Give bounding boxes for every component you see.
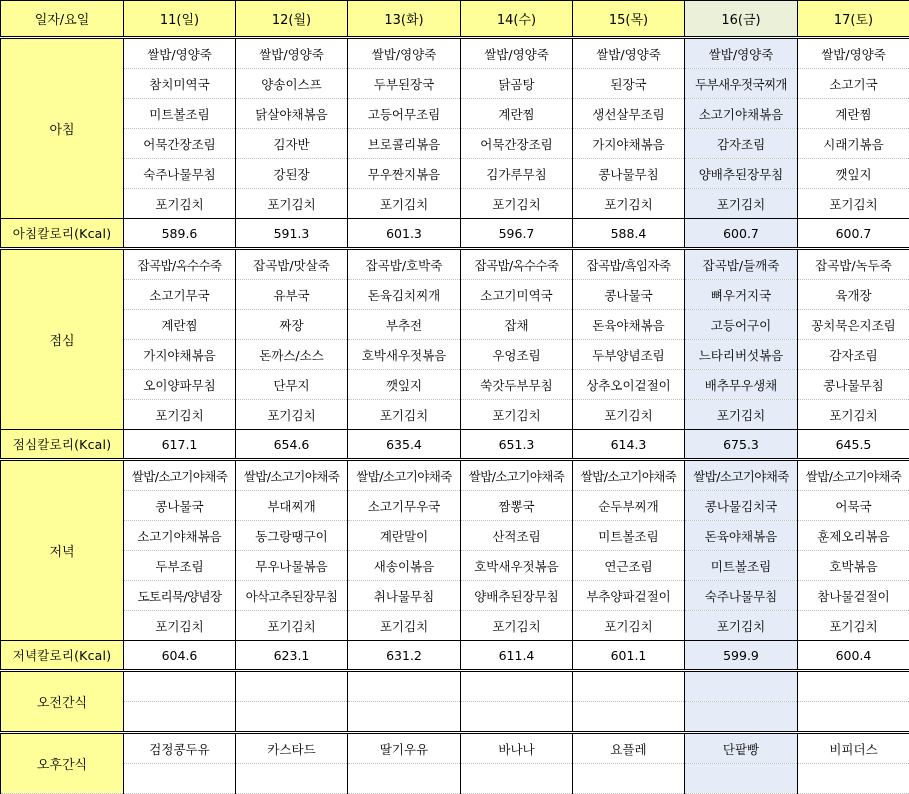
menu-row (1, 491, 909, 521)
menu-cell: 잡곡밥/흑임자죽 (573, 249, 685, 280)
menu-cell: 강된장 (236, 159, 348, 189)
menu-cell: 깻잎지 (348, 370, 461, 400)
calorie-value: 599.9 (685, 641, 798, 671)
corner-label: 일자/요일 (1, 1, 124, 38)
menu-cell: 포기김치 (124, 400, 236, 430)
menu-cell: 계란말이 (348, 521, 461, 551)
menu-cell: 포기김치 (573, 189, 685, 219)
menu-cell: 잡곡밥/맛살죽 (236, 249, 348, 280)
calorie-value: 675.3 (685, 430, 798, 460)
menu-cell: 참치미역국 (124, 69, 236, 99)
menu-row (1, 159, 909, 189)
menu-cell (461, 702, 573, 733)
menu-row (1, 671, 909, 702)
menu-cell: 호박새우젓볶음 (461, 551, 573, 581)
menu-cell: 잡곡밥/옥수수죽 (461, 249, 573, 280)
menu-cell (573, 764, 685, 794)
calorie-value: 600.7 (798, 219, 909, 249)
menu-cell: 포기김치 (124, 611, 236, 641)
menu-cell: 잡곡밥/녹두죽 (798, 249, 909, 280)
menu-cell: 바나나 (461, 733, 573, 764)
menu-cell (461, 671, 573, 702)
menu-cell: 포기김치 (348, 611, 461, 641)
menu-cell: 포기김치 (461, 400, 573, 430)
calorie-value: 645.5 (798, 430, 909, 460)
calorie-value: 611.4 (461, 641, 573, 671)
menu-cell: 돈육야채볶음 (685, 521, 798, 551)
menu-cell: 꽁치묵은지조림 (798, 310, 909, 340)
menu-cell: 시래기볶음 (798, 129, 909, 159)
day-header: 14(수) (461, 1, 573, 38)
menu-cell: 쌀밥/영양죽 (798, 38, 909, 69)
menu-cell: 감자조림 (685, 129, 798, 159)
calorie-label: 저녁칼로리(Kcal) (1, 641, 124, 671)
day-header: 17(토) (798, 1, 909, 38)
menu-row (1, 310, 909, 340)
menu-cell: 포기김치 (798, 611, 909, 641)
menu-cell: 쌀밥/소고기야채죽 (685, 460, 798, 491)
menu-cell: 요플레 (573, 733, 685, 764)
menu-cell: 단팥빵 (685, 733, 798, 764)
menu-cell: 쌀밥/소고기야채죽 (348, 460, 461, 491)
menu-cell: 포기김치 (573, 611, 685, 641)
menu-cell: 무우짠지볶음 (348, 159, 461, 189)
day-header: 15(목) (573, 1, 685, 38)
menu-cell: 콩나물국 (573, 280, 685, 310)
menu-cell (573, 702, 685, 733)
menu-cell (236, 702, 348, 733)
header-row (1, 1, 909, 38)
calorie-value: 623.1 (236, 641, 348, 671)
calorie-value: 589.6 (124, 219, 236, 249)
calorie-value: 588.4 (573, 219, 685, 249)
menu-cell: 훈제오리볶음 (798, 521, 909, 551)
menu-cell: 쌀밥/영양죽 (124, 38, 236, 69)
calorie-label: 점심칼로리(Kcal) (1, 430, 124, 460)
day-header: 13(화) (348, 1, 461, 38)
menu-row (1, 340, 909, 370)
menu-cell: 호박볶음 (798, 551, 909, 581)
menu-row (1, 764, 909, 794)
menu-row (1, 733, 909, 764)
menu-row (1, 551, 909, 581)
menu-row (1, 370, 909, 400)
menu-cell (124, 764, 236, 794)
menu-cell: 포기김치 (348, 189, 461, 219)
menu-cell: 쌀밥/소고기야채죽 (573, 460, 685, 491)
menu-cell: 숙주나물무침 (685, 581, 798, 611)
day-header-today: 16(금) (685, 1, 798, 38)
menu-cell (798, 764, 909, 794)
menu-cell: 부추전 (348, 310, 461, 340)
menu-cell: 쑥갓두부무침 (461, 370, 573, 400)
menu-cell: 부추양파겉절이 (573, 581, 685, 611)
menu-cell: 호박새우젓볶음 (348, 340, 461, 370)
menu-cell: 돈육야채볶음 (573, 310, 685, 340)
menu-cell: 짜장 (236, 310, 348, 340)
menu-cell (573, 671, 685, 702)
menu-cell: 오이양파무침 (124, 370, 236, 400)
menu-cell: 김자반 (236, 129, 348, 159)
calorie-value: 614.3 (573, 430, 685, 460)
menu-cell (461, 764, 573, 794)
calorie-value: 591.3 (236, 219, 348, 249)
menu-cell: 검정콩두유 (124, 733, 236, 764)
menu-cell: 포기김치 (348, 400, 461, 430)
calorie-row (1, 219, 909, 249)
menu-cell: 소고기국 (798, 69, 909, 99)
menu-cell: 두부조림 (124, 551, 236, 581)
menu-cell: 포기김치 (573, 400, 685, 430)
menu-cell (685, 702, 798, 733)
menu-cell: 동그랑땡구이 (236, 521, 348, 551)
menu-cell: 소고기무우국 (348, 491, 461, 521)
menu-cell: 깻잎지 (798, 159, 909, 189)
menu-cell: 잡채 (461, 310, 573, 340)
menu-cell: 양송이스프 (236, 69, 348, 99)
menu-cell: 어묵간장조림 (124, 129, 236, 159)
menu-row (1, 69, 909, 99)
meal-table-body (1, 38, 909, 794)
menu-cell: 소고기야채볶음 (685, 99, 798, 129)
calorie-value: 635.4 (348, 430, 461, 460)
menu-cell: 포기김치 (685, 400, 798, 430)
menu-cell: 닭살야채볶음 (236, 99, 348, 129)
menu-row (1, 249, 909, 280)
menu-cell: 소고기야채볶음 (124, 521, 236, 551)
menu-cell: 참나물겉절이 (798, 581, 909, 611)
menu-cell: 김가루무침 (461, 159, 573, 189)
calorie-value: 600.4 (798, 641, 909, 671)
menu-cell: 가지야채볶음 (573, 129, 685, 159)
menu-cell: 포기김치 (798, 189, 909, 219)
menu-cell: 콩나물무침 (573, 159, 685, 189)
menu-row (1, 400, 909, 430)
calorie-value: 651.3 (461, 430, 573, 460)
menu-cell: 고등어무조림 (348, 99, 461, 129)
menu-cell: 두부된장국 (348, 69, 461, 99)
menu-row (1, 611, 909, 641)
menu-cell: 미트볼조림 (685, 551, 798, 581)
menu-cell: 무우나물볶음 (236, 551, 348, 581)
menu-cell: 소고기무국 (124, 280, 236, 310)
menu-cell: 비피더스 (798, 733, 909, 764)
menu-cell (348, 702, 461, 733)
menu-cell (236, 671, 348, 702)
menu-cell: 느타리버섯볶음 (685, 340, 798, 370)
meal-label: 저녁 (1, 460, 124, 641)
menu-cell: 배추무우생채 (685, 370, 798, 400)
menu-cell: 아삭고추된장무침 (236, 581, 348, 611)
menu-cell: 취나물무침 (348, 581, 461, 611)
menu-cell: 포기김치 (236, 400, 348, 430)
menu-cell: 콩나물국 (124, 491, 236, 521)
menu-cell: 쌀밥/소고기야채죽 (124, 460, 236, 491)
menu-cell: 카스타드 (236, 733, 348, 764)
menu-cell: 양배추된장무침 (685, 159, 798, 189)
meal-label: 오전간식 (1, 671, 124, 733)
menu-cell: 두부새우젓국찌개 (685, 69, 798, 99)
calorie-value: 631.2 (348, 641, 461, 671)
menu-cell: 짬뽕국 (461, 491, 573, 521)
menu-cell: 육개장 (798, 280, 909, 310)
menu-row (1, 38, 909, 69)
menu-cell: 포기김치 (236, 189, 348, 219)
menu-cell: 포기김치 (685, 189, 798, 219)
menu-cell: 도토리묵/양념장 (124, 581, 236, 611)
menu-cell (798, 702, 909, 733)
menu-cell: 포기김치 (798, 400, 909, 430)
menu-row (1, 460, 909, 491)
menu-cell: 단무지 (236, 370, 348, 400)
menu-cell: 고등어구이 (685, 310, 798, 340)
menu-cell: 뼈우거지국 (685, 280, 798, 310)
calorie-label: 아침칼로리(Kcal) (1, 219, 124, 249)
menu-cell (685, 671, 798, 702)
menu-cell: 돈육김치찌개 (348, 280, 461, 310)
menu-cell: 연근조림 (573, 551, 685, 581)
menu-cell: 계란찜 (461, 99, 573, 129)
menu-cell: 쌀밥/영양죽 (236, 38, 348, 69)
calorie-value: 601.1 (573, 641, 685, 671)
menu-cell: 숙주나물무침 (124, 159, 236, 189)
menu-cell: 쌀밥/소고기야채죽 (461, 460, 573, 491)
menu-cell: 가지야채볶음 (124, 340, 236, 370)
meal-label: 아침 (1, 38, 124, 219)
menu-cell: 돈까스/소스 (236, 340, 348, 370)
menu-cell: 딸기우유 (348, 733, 461, 764)
calorie-value: 617.1 (124, 430, 236, 460)
menu-cell (348, 671, 461, 702)
menu-cell: 미트볼조림 (124, 99, 236, 129)
menu-row (1, 129, 909, 159)
menu-row (1, 280, 909, 310)
calorie-value: 604.6 (124, 641, 236, 671)
menu-row (1, 581, 909, 611)
menu-cell: 감자조림 (798, 340, 909, 370)
menu-cell: 두부양념조림 (573, 340, 685, 370)
menu-cell: 부대찌개 (236, 491, 348, 521)
menu-row (1, 99, 909, 129)
calorie-value: 596.7 (461, 219, 573, 249)
menu-cell: 포기김치 (461, 189, 573, 219)
menu-cell: 새송이볶음 (348, 551, 461, 581)
menu-row (1, 189, 909, 219)
menu-cell: 쌀밥/영양죽 (685, 38, 798, 69)
calorie-value: 601.3 (348, 219, 461, 249)
menu-cell (124, 671, 236, 702)
menu-cell (685, 764, 798, 794)
day-header: 12(월) (236, 1, 348, 38)
menu-cell: 소고기미역국 (461, 280, 573, 310)
menu-cell: 쌀밥/영양죽 (461, 38, 573, 69)
menu-cell: 상추오이겉절이 (573, 370, 685, 400)
menu-cell: 포기김치 (236, 611, 348, 641)
menu-cell: 계란찜 (798, 99, 909, 129)
menu-cell: 양배추된장무침 (461, 581, 573, 611)
menu-cell: 콩나물무침 (798, 370, 909, 400)
menu-cell: 닭곰탕 (461, 69, 573, 99)
menu-cell: 계란찜 (124, 310, 236, 340)
calorie-value: 600.7 (685, 219, 798, 249)
menu-cell: 포기김치 (124, 189, 236, 219)
menu-cell (124, 702, 236, 733)
menu-cell: 콩나물김치국 (685, 491, 798, 521)
menu-row (1, 521, 909, 551)
menu-cell: 잡곡밥/호박죽 (348, 249, 461, 280)
menu-cell: 생선살무조림 (573, 99, 685, 129)
menu-cell (798, 671, 909, 702)
menu-cell: 잡곡밥/들깨죽 (685, 249, 798, 280)
menu-cell: 산적조림 (461, 521, 573, 551)
menu-row (1, 702, 909, 733)
menu-cell: 우엉조림 (461, 340, 573, 370)
day-header: 11(일) (124, 1, 236, 38)
menu-cell: 된장국 (573, 69, 685, 99)
menu-cell: 쌀밥/영양죽 (348, 38, 461, 69)
menu-cell: 순두부찌개 (573, 491, 685, 521)
menu-cell: 어묵간장조림 (461, 129, 573, 159)
menu-cell: 유부국 (236, 280, 348, 310)
menu-cell: 쌀밥/영양죽 (573, 38, 685, 69)
meal-label: 점심 (1, 249, 124, 430)
calorie-row (1, 430, 909, 460)
calorie-row (1, 641, 909, 671)
calorie-value: 654.6 (236, 430, 348, 460)
menu-cell (348, 764, 461, 794)
menu-cell (236, 764, 348, 794)
menu-cell: 어묵국 (798, 491, 909, 521)
menu-cell: 쌀밥/소고기야채죽 (798, 460, 909, 491)
menu-cell: 미트볼조림 (573, 521, 685, 551)
menu-cell: 포기김치 (461, 611, 573, 641)
menu-cell: 쌀밥/소고기야채죽 (236, 460, 348, 491)
menu-cell: 포기김치 (685, 611, 798, 641)
menu-cell: 잡곡밥/옥수수죽 (124, 249, 236, 280)
meal-label: 오후간식 (1, 733, 124, 794)
menu-cell: 브로콜리볶음 (348, 129, 461, 159)
